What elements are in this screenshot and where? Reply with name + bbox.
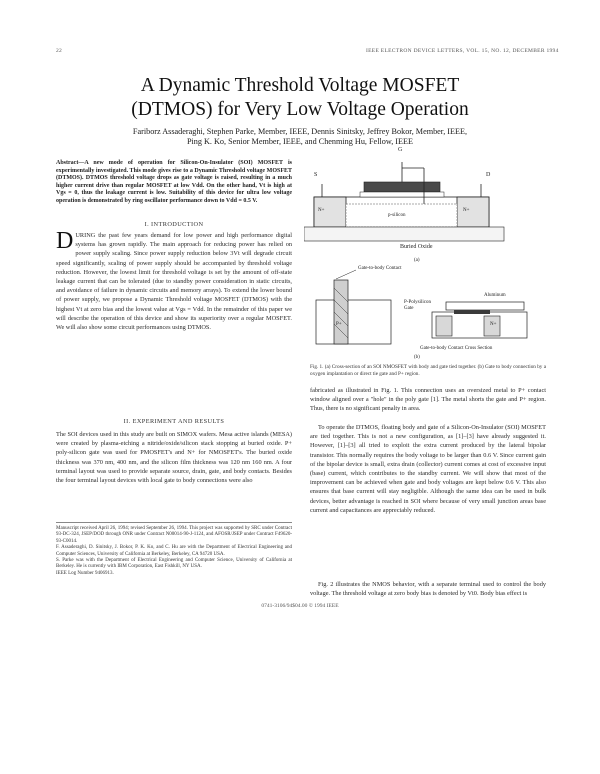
label-part-b: (b) [414, 355, 420, 360]
label-gate: G [398, 147, 403, 153]
right-column-paragraph-2: To operate the DTMOS, floating body and gate of a Silicon-On-Insulator (SOI) MOSFET are tied together. This is not a new configuration, as [1]–[3] have already suggested it. However, [1]–[3] all tried to exploit the extra current produced by the lateral bipolar transistor. This normally requires the body voltage to be larger than 0.6 V. Since current gain of the bipolar device is small, extra drain (collector) current comes at cost of excessive input (base) current, which contributes to the standby current. We will show that most of the improvement can be achieved when gate and body voltages are kept below 0.6 V. This also ensures that base current will stay negligible. Although the same idea can be used in bulk devices, better advantage is reached in SOI where because of very small junction areas base current and capacitances are appreciably reduced. [310, 424, 546, 514]
authors-line-1: Fariborz Assaderaghi, Stephen Parke, Member, IEEE, Dennis Sinitsky, Jeffrey Bokor, Member, IEEE, [132, 127, 468, 136]
aluminum-strip [446, 302, 524, 310]
footnote-affiliation-1: F. Assaderaghi, D. Sinitsky, J. Bokor, P. K. Ko, and C. Hu are with the Department of Electrical Engineering and Computer Sciences, University of California at Berkeley, Berkeley, CA 94720 USA. [56, 545, 292, 557]
title-line-2: (DTMOS) for Very Low Voltage Operation [131, 99, 469, 120]
label-contact-cross-section: Gate-to-body Contact Cross Section [420, 346, 493, 351]
label-aluminum: Aluminum [484, 293, 506, 298]
footnotes [56, 526, 292, 577]
introduction-text: URING the past few years demand for low power and high performance digital systems has grown rapidly. The main approach for reducing power has relied on power supply scaling. Since power supply reduction below 3Vt will degrade circuit speed significantly, scaling of power supply should be accompanied by threshold voltage reduction. However, the lowest limit for threshold voltage is set by the amount of off-state leakage current that can be tolerated (due to standby power consideration in static circuits, and avoidance of failure in dynamic circuits and memory arrays). To extend the lower bound of power supply, we propose a Dynamic Threshold voltage MOSFET (DTMOS) with the highest Vt at zero bias and the lowest value at Vgs = Vdd. In the remainder of this paper we will describe the operation of this device and show its superiority over a regular MOSFET. We will also show some circuit performances using DTMOS. [56, 232, 292, 332]
label-n-plus-source: N+ [318, 208, 325, 213]
footnote-rule [56, 522, 292, 523]
footnote-affiliation-2: S. Parke was with the Department of Electrical Engineering and Computer Science, University of California at Berkeley. He is currently with IBM Corporation, East Fishkill, NY USA. [56, 558, 292, 570]
footnote-manuscript: Manuscript received April 26, 1994; revised September 26, 1994. This project was supported by SRC under Contract 93-DC-324, JSEP/DOD through ONR under Contract N00014-90-J-1124, and AFOSR/JSEP under Contract F49620-93-C0014. [56, 526, 292, 544]
experiment-body: The SOI devices used in this study are built on SIMOX wafers. Mesa active islands (MESA) were created by plasma-etching a nitride/oxide/silicon stack stopping at buried oxide. P+ poly-silicon gate was used for PMOSFET's and N+ for NMOSFET's. The buried oxide thickness was 370 nm, 400 nm, and the silicon film thickness was 120 nm 160 nm. A four terminal layout was used to provide separate source, drain, gate, and body contacts. Besides the four terminal layout devices with local gate to body connections were also [56, 431, 292, 485]
footnote-ieee-log: IEEE Log Number 9406913. [56, 570, 114, 576]
label-n-plus: N+ [490, 322, 497, 327]
label-p-silicon: p-silicon [388, 213, 406, 218]
gate-oxide [360, 192, 444, 197]
figure-1-caption: Fig. 1. (a) Cross-section of an SOI NMOSFET with body and gate tied together. (b) Gate to body connection by a oxygen implantation or direct tie gate and P+ region. [310, 364, 546, 377]
label-source: S [314, 172, 318, 178]
page-number: 22 [56, 48, 63, 54]
label-drain: D [486, 172, 491, 178]
right-column-paragraph-3: Fig. 2 illustrates the NMOS behavior, with a separate terminal used to control the body voltage. The threshold voltage at zero body bias is denoted by Vt0. Body bias effect is [310, 581, 546, 598]
label-p-polysilicon-gate: P-Polysilicon Gate [404, 300, 431, 311]
abstract: Abstract—A new mode of operation for Silicon-On-Insulator (SOI) MOSFET is experimentally investigated. This mode gives rise to a Dynamic Threshold voltage MOSFET (DTMOS). DTMOS threshold voltage drops as gate voltage is raised, resulting in a much higher current drive than regular MOSFET at low Vdd. On the other hand, Vt is high at Vgs = 0, thus the leakage current is low. Suitability of this device for ultra low voltage operation is demonstrated by ring oscillator performance down to Vdd = 0.5 V. [56, 160, 292, 204]
label-gate-to-body-contact: Gate-to-body Contact [358, 266, 402, 271]
introduction-body [56, 228, 292, 332]
contact-pointer [336, 270, 356, 279]
copyright-footer: 0741-3106/94$04.00 © 1994 IEEE [261, 603, 339, 609]
buried-oxide-layer [304, 227, 504, 241]
authors-line-2: Ping K. Ko, Senior Member, IEEE, and Chenming Hu, Fellow, IEEE [186, 137, 414, 146]
label-buried-oxide: Buried Oxide [400, 244, 433, 250]
drop-cap: D [56, 228, 74, 254]
label-part-a: (a) [414, 258, 420, 263]
title-line-1: A Dynamic Threshold Voltage MOSFET [140, 75, 460, 96]
drain-region [457, 197, 489, 227]
section-heading-introduction: I. INTRODUCTION [144, 221, 204, 228]
poly-gate-strip [454, 310, 490, 314]
journal-header: IEEE ELECTRON DEVICE LETTERS, VOL. 15, NO. 12, DECEMBER 1994 [366, 48, 559, 54]
figure-1 [304, 152, 544, 374]
plug-left [436, 316, 452, 336]
poly-gate [364, 182, 440, 192]
label-n-plus-drain: N+ [463, 208, 470, 213]
label-p-plus: P+ [336, 322, 342, 327]
p-plus-region [316, 300, 391, 344]
right-column-paragraph-1: fabricated as illustrated in Fig. 1. This connection uses an oversized metal to P+ contact window aligned over a "hole" in the poly gate [1]. The metal shorts the gate and P+ region. Thus, there is no significant penalty in area. [310, 387, 546, 413]
section-heading-experiment: II. EXPERIMENT AND RESULTS [123, 418, 225, 425]
figure-1a-cross-section [304, 162, 504, 241]
